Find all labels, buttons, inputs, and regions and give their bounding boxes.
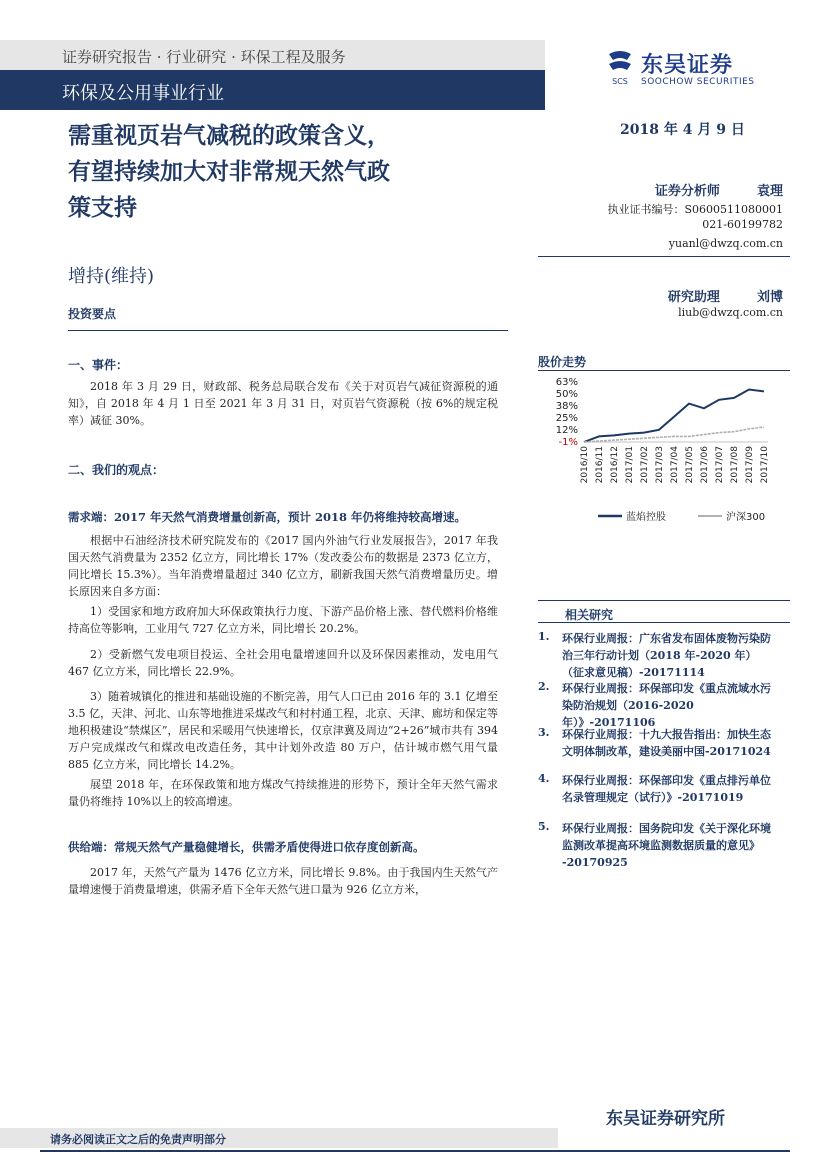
demand-point-3: 3）随着城镇化的推进和基础设施的不断完善，用气人口已由 2016 年的 3.1 亿增至 3.5 亿，天津、河北、山东等地推进采煤改气和村村通工程，北京、天津、廊坊和保定等地积极建设“禁煤区”，居民和采暖用气快速增长，仅京津冀及周边“2+26”城市共有 394 万户完成煤改气和煤改电改造任务，其中计划外改造 80 万户，估计城市燃气用气量 885 亿立方米，同比增长 14.2%。 [68, 690, 498, 771]
stock-chart [538, 372, 790, 532]
demand-outlook: 展望 2018 年，在环保政策和地方煤改气持续推进的形势下，预计全年天然气需求量仍将维持 10%以上的较高增速。 [68, 778, 498, 808]
company-logo [605, 48, 785, 92]
title-line: 有望持续加大对非常规天然气政 [68, 158, 390, 185]
breadcrumb: 证券研究报告 · 行业研究 · 环保工程及服务 [62, 48, 346, 66]
x-tick-label: 2016/11 [595, 446, 605, 484]
related-num: 4. [538, 772, 550, 785]
x-tick-label: 2016/12 [610, 446, 620, 484]
title-line: 策支持 [68, 194, 137, 221]
legend-label: 蓝焰控股 [626, 512, 666, 523]
footer-divider [40, 1150, 790, 1152]
y-tick-label: -1% [558, 437, 578, 448]
header-strip [0, 40, 545, 70]
demand-paragraph: 根据中石油经济技术研究院发布的《2017 国内外油气行业发展报告》，2017 年我国天然气消费量为 2352 亿立方，同比增长 17%（发改委公布的数据是 2373 亿立方，同比增长 15.3%）。当年消费增量超过 340 亿立方，刷新我国天然气消费增量历史。增长原因来自多方面： [68, 534, 498, 598]
x-tick-label: 2017/02 [640, 446, 650, 484]
y-tick-label: 38% [555, 401, 578, 412]
event-paragraph: 2018 年 3 月 29 日，财政部、税务总局联合发布《关于对页岩气减征资源税的通知》，自 2018 年 4 月 1 日至 2021 年 3 月 31 日，对页岩气资源税（按 6%的规定税率）减征 30%。 [68, 380, 498, 427]
related-num: 5. [538, 820, 550, 833]
y-tick-label: 25% [555, 413, 578, 424]
footer-institute: 东吴证券研究所 [606, 1109, 725, 1129]
logo-text-cn: 东吴证券 [641, 53, 734, 78]
logo-mark-icon [605, 48, 635, 88]
analyst-phone: 021-60199782 [702, 218, 783, 231]
divider [538, 256, 790, 257]
x-tick-label: 2017/10 [760, 446, 770, 484]
divider [538, 622, 790, 623]
demand-point-2: 2）受新燃气发电项目投运、全社会用电量增速回升以及环保因素推动，发电用气 467 亿立方米，同比增长 22.9%。 [68, 648, 498, 678]
x-tick-label: 2017/05 [685, 446, 695, 484]
related-num: 1. [538, 630, 550, 643]
assistant-name: 刘博 [756, 290, 783, 305]
demand-point-1: 1）受国家和地方政府加大环保政策执行力度、下游产品价格上涨、替代燃料价格维持高位等影响，工业用气 727 亿立方米，同比增长 20.2%。 [68, 605, 498, 635]
x-tick-label: 2017/06 [700, 446, 710, 484]
assistant-line [668, 286, 783, 305]
sector-title: 环保及公用事业行业 [62, 83, 224, 104]
footer-disclaimer: 请务必阅读正文之后的免责声明部分 [50, 1133, 226, 1146]
x-tick-label: 2017/08 [730, 446, 740, 484]
y-tick-label: 50% [555, 389, 578, 400]
related-item[interactable]: 环保行业周报：环保部印发《重点流域水污染防治规划（2016-2020 年）》-20171106 [562, 682, 771, 729]
section-event-heading: 一、事件： [68, 358, 129, 372]
related-item[interactable]: 环保行业周报：国务院印发《关于深化环境监测改革提高环境监测数据质量的意见》 -20170925 [562, 822, 771, 869]
x-tick-label: 2017/03 [655, 446, 665, 484]
report-title [68, 118, 508, 226]
y-tick-label: 63% [555, 377, 578, 388]
assistant-email[interactable]: liub@dwzq.com.cn [678, 306, 783, 319]
chart-title: 股价走势 [538, 355, 587, 369]
x-tick-label: 2017/09 [745, 446, 755, 484]
highlights-label: 投资要点 [68, 307, 117, 321]
related-heading: 相关研究 [565, 608, 614, 622]
footer-bar [0, 1128, 558, 1148]
related-item[interactable]: 环保行业周报：环保部印发《重点排污单位名录管理规定（试行）》-20171019 [562, 774, 771, 804]
related-item[interactable]: 环保行业周报：广东省发布固体废物污染防治三年行动计划（2018 年-2020 年）（征求意见稿）-20171114 [562, 632, 771, 679]
analyst-email[interactable]: yuanl@dwzq.com.cn [668, 237, 783, 250]
supply-heading: 供给端：常规天然气产量稳健增长，供需矛盾使得进口依存度创新高。 [68, 840, 425, 854]
legend-label: 沪深300 [726, 512, 766, 523]
analyst-line [655, 180, 783, 199]
rating: 增持(维持) [68, 266, 155, 287]
series-line-1 [584, 427, 764, 442]
analyst-cert: 执业证书编号：S0600511080001 [607, 203, 783, 216]
section-view-heading: 二、我们的观点： [68, 463, 165, 477]
report-date: 2018 年 4 月 9 日 [620, 122, 745, 138]
related-num: 2. [538, 680, 550, 693]
related-item[interactable]: 环保行业周报：十九大报告指出：加快生态文明体制改革，建设美丽中国-20171024 [562, 728, 771, 758]
divider [538, 370, 790, 371]
supply-paragraph: 2017 年，天然气产量为 1476 亿立方米，同比增长 9.8%。由于我国内生天然气产量增速慢于消费量增速，供需矛盾下全年天然气进口量为 926 亿立方米， [68, 866, 498, 896]
divider [538, 600, 790, 601]
x-tick-label: 2017/07 [715, 446, 725, 484]
x-tick-label: 2017/04 [670, 446, 680, 484]
svg-text:SCS: SCS [612, 77, 628, 86]
x-tick-label: 2016/10 [580, 446, 590, 484]
x-tick-label: 2017/01 [625, 446, 635, 484]
assistant-role: 研究助理 [667, 290, 720, 305]
y-tick-label: 12% [555, 425, 578, 436]
analyst-role: 证券分析师 [654, 184, 720, 199]
analyst-name: 袁理 [756, 184, 783, 199]
title-line: 需重视页岩气减税的政策含义， [68, 122, 390, 149]
series-line-0 [584, 390, 764, 443]
logo-text-en: SOOCHOW SECURITIES [641, 77, 755, 87]
divider [68, 330, 508, 331]
related-num: 3. [538, 726, 550, 739]
sector-bar [0, 70, 545, 110]
demand-heading: 需求端：2017 年天然气消费增量创新高，预计 2018 年仍将维持较高增速。 [68, 510, 467, 524]
